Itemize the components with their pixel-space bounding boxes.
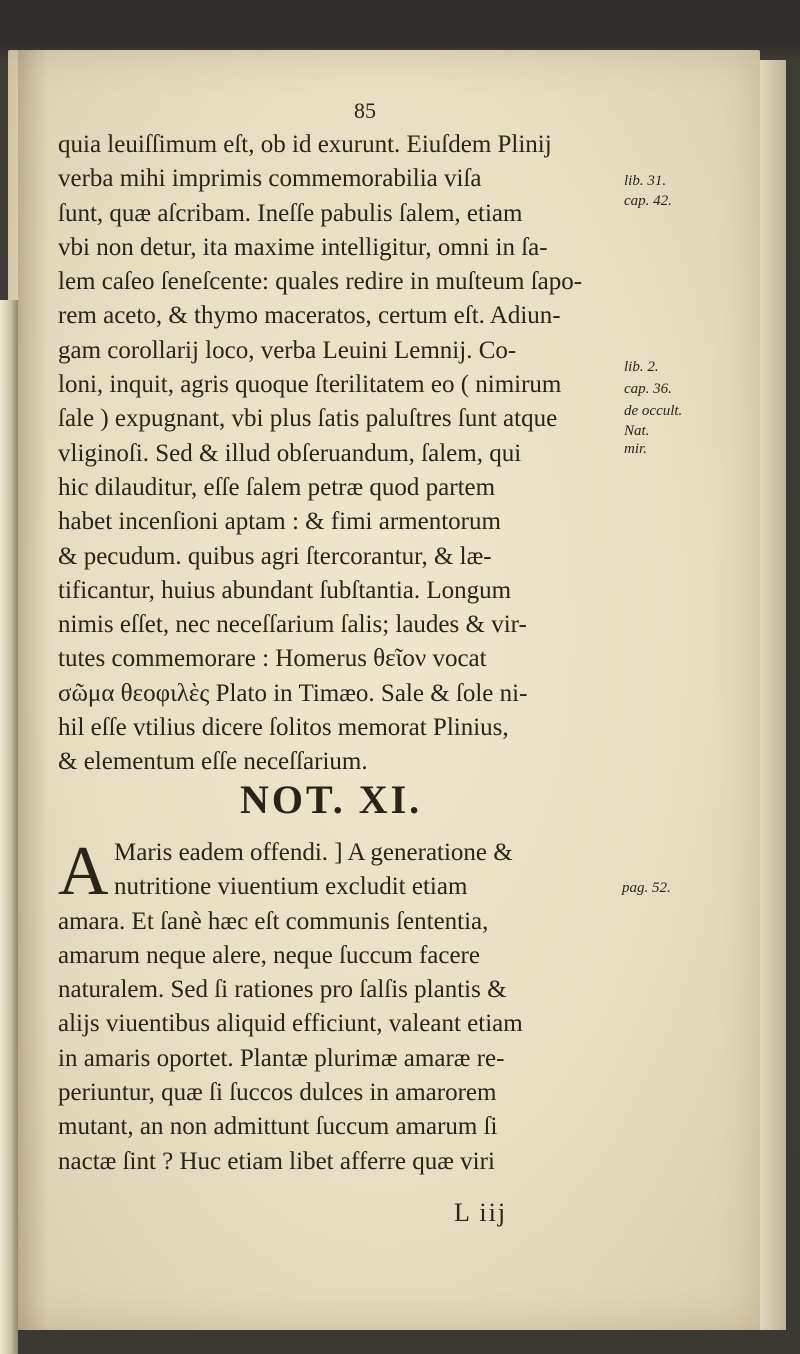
- margin-note: cap. 42.: [624, 193, 672, 209]
- text-line: mutant, an non admittunt ſuccum amarum ſi: [58, 1113, 498, 1141]
- passage-one: [58, 128, 618, 780]
- margin-note: lib. 2.: [624, 359, 659, 375]
- text-line: amara. Et ſanè hæc eſt communis ſententia,: [58, 907, 489, 935]
- margin-note: pag. 52.: [622, 880, 671, 896]
- left-page-edge: [0, 300, 18, 1354]
- signature-mark: L iij: [454, 1198, 508, 1227]
- text-line: nutritione viuentium excludit etiam: [114, 873, 468, 901]
- text-line: & pecudum. quibus agri ſtercorantur, & læ-: [58, 542, 492, 570]
- text-line: vliginoſi. Sed & illud obſeruandum, ſalem, qui: [58, 439, 522, 467]
- text-line: verba mihi imprimis commemorabilia viſa: [58, 165, 482, 193]
- text-line: nactæ ſint ? Huc etiam libet afferre quæ viri: [58, 1147, 495, 1175]
- text-line: ſunt, quæ aſcribam. Ineſſe pabulis ſalem, etiam: [58, 199, 523, 227]
- text-line: Maris eadem offendi. ] A generatione &: [114, 839, 513, 866]
- text-line: ſale ) expugnant, vbi plus ſatis paluſtres ſunt atque: [58, 405, 558, 433]
- text-line: habet incenſioni aptam : & fimi armentorum: [58, 508, 501, 536]
- margin-note: mir.: [624, 441, 647, 457]
- gutter-shadow: [18, 50, 48, 1330]
- margin-note: de occult.: [624, 403, 683, 419]
- section-heading: NOT. XI.: [240, 777, 423, 822]
- text-line: amarum neque alere, neque ſuccum facere: [58, 941, 480, 969]
- margin-note: cap. 36.: [624, 381, 672, 397]
- text-line: alijs viuentibus aliquid efficiunt, valeant etiam: [58, 1010, 523, 1038]
- margin-note: lib. 31.: [624, 173, 667, 189]
- text-line: & elementum eſſe neceſſarium.: [58, 748, 368, 776]
- text-line: hic dilauditur, eſſe ſalem petræ quod partem: [58, 473, 496, 501]
- page-number: 85: [354, 98, 376, 123]
- text-line: quia leuiſſimum eſt, ob id exurunt. Eiuſdem Plinij: [58, 131, 552, 158]
- text-line: lem caſeo ſeneſcente: quales redire in muſteum ſapo-: [58, 268, 583, 296]
- text-line: tificantur, huius abundant ſubſtantia. Longum: [58, 576, 512, 604]
- margin-note: Nat.: [624, 423, 650, 439]
- text-line: hil eſſe vtilius dicere ſolitos memorat Plinius,: [58, 714, 509, 742]
- text-line: naturalem. Sed ſi rationes pro ſalſis plantis &: [58, 976, 507, 1004]
- text-line: in amaris oportet. Plantæ plurimæ amaræ re-: [58, 1044, 505, 1072]
- text-line: loni, inquit, agris quoque ſterilitatem eo ( nimirum: [58, 371, 562, 399]
- text-line: vbi non detur, ita maxime intelligitur, omni in ſa-: [58, 233, 548, 261]
- text-line: σῶμα θεοφιλὲς Plato in Timæo. Sale & ſole ni-: [58, 679, 528, 707]
- text-line: tutes commemorare : Homerus θεῖον vocat: [58, 645, 487, 673]
- drop-cap: A: [58, 833, 109, 910]
- passage-two: [58, 833, 618, 1179]
- text-line: nimis eſſet, nec neceſſarium ſalis; laudes & vir-: [58, 611, 527, 639]
- text-line: periuntur, quæ ſi ſuccos dulces in amarorem: [58, 1079, 497, 1107]
- text-line: gam corollarij loco, verba Leuini Lemnij. Co-: [58, 336, 517, 364]
- text-line: rem aceto, & thymo maceratos, certum eſt. Adiun-: [58, 302, 561, 330]
